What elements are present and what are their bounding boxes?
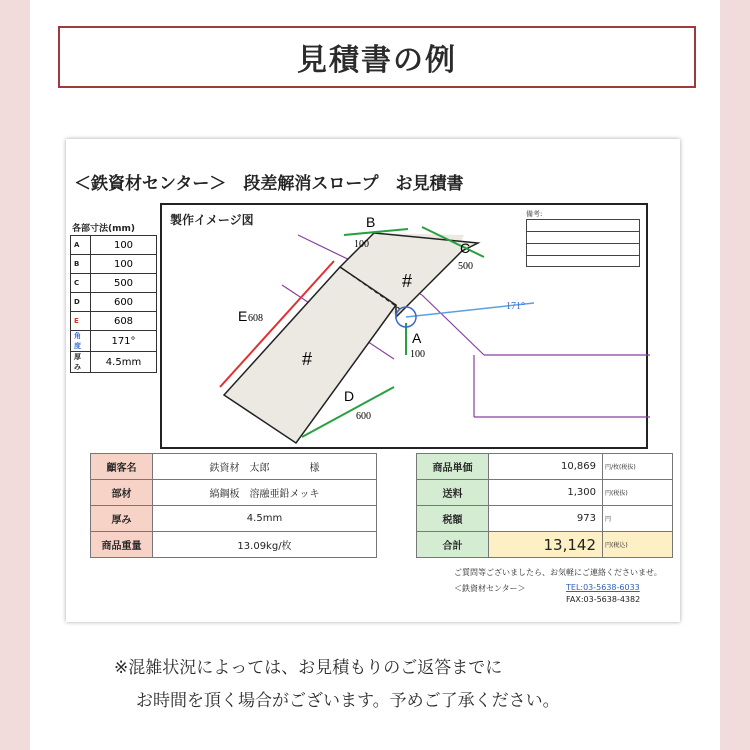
dims-value: 4.5mm — [91, 352, 157, 373]
dims-row — [71, 352, 157, 373]
row-label: 厚み — [91, 506, 153, 532]
slope-diagram — [162, 205, 650, 451]
price-table — [416, 453, 673, 558]
label-c: C — [460, 240, 471, 256]
page-title: 見積書の例 — [297, 43, 457, 78]
row-label: 商品重量 — [91, 532, 153, 558]
label-d: D — [344, 388, 355, 404]
label-e-val: 608 — [248, 313, 263, 324]
fax-number: FAX:03-5638-4382 — [566, 595, 641, 604]
dims-row — [71, 331, 157, 352]
guide-line — [422, 295, 484, 355]
table-row — [91, 480, 377, 506]
label-d-val: 600 — [356, 411, 371, 422]
table-row — [417, 454, 673, 480]
row-value: 973 — [489, 506, 603, 532]
row-unit: 円 — [603, 506, 673, 532]
dims-key: A — [71, 236, 91, 255]
row-value: 4.5mm — [153, 506, 377, 532]
dims-row — [71, 255, 157, 274]
row-label: 顧客名 — [91, 454, 153, 480]
label-angle: 171° — [506, 301, 525, 312]
estimate-document — [66, 139, 680, 622]
dims-value: 500 — [91, 274, 157, 293]
title-box — [58, 26, 696, 88]
diagram-label: 製作イメージ図 — [170, 213, 254, 227]
row-value: 縞鋼板 溶融亜鉛メッキ — [153, 480, 377, 506]
dims-value: 100 — [91, 236, 157, 255]
dims-title: 各部寸法(mm) — [72, 224, 135, 234]
customer-table — [90, 453, 377, 558]
diagram-box — [160, 203, 648, 449]
row-unit: 円(税抜) — [603, 480, 673, 506]
dims-key: B — [71, 255, 91, 274]
note-label: 備考: — [526, 210, 543, 218]
dims-key: C — [71, 274, 91, 293]
row-value: 13.09kg/枚 — [153, 532, 377, 558]
label-b: B — [366, 214, 376, 230]
dims-value: 608 — [91, 312, 157, 331]
table-row — [417, 506, 673, 532]
table-row — [417, 532, 673, 558]
plate-mark-top: # — [402, 271, 413, 291]
plate-mark-ramp: # — [302, 349, 313, 369]
row-value: 10,869 — [489, 454, 603, 480]
tel-link[interactable]: TEL:03-5638-6033 — [566, 583, 640, 592]
label-e: E — [238, 308, 248, 324]
dims-row — [71, 236, 157, 255]
bottom-note-line2: お時間を頂く場合がございます。予めご了承ください。 — [136, 691, 560, 711]
dims-table — [70, 235, 157, 373]
row-label: 商品単価 — [417, 454, 489, 480]
table-row — [91, 454, 377, 480]
table-row — [91, 506, 377, 532]
label-c-val: 500 — [458, 261, 473, 272]
row-unit: 円(税込) — [603, 532, 673, 558]
footer-note: ご質問等ございましたら、お気軽にご連絡くださいませ。 — [454, 568, 662, 577]
bottom-note-line1: ※混雑状況によっては、お見積もりのご返答までに — [114, 658, 503, 678]
row-value: 13,142 — [489, 532, 603, 558]
table-row — [91, 532, 377, 558]
dims-key: E — [71, 312, 91, 331]
row-label: 送料 — [417, 480, 489, 506]
dims-value: 100 — [91, 255, 157, 274]
table-row — [417, 480, 673, 506]
dims-key: 厚み — [71, 352, 91, 373]
dims-key: D — [71, 293, 91, 312]
row-value: 1,300 — [489, 480, 603, 506]
row-label: 部材 — [91, 480, 153, 506]
label-b-val: 100 — [354, 239, 369, 250]
row-label: 税額 — [417, 506, 489, 532]
dims-value: 600 — [91, 293, 157, 312]
company-name: ＜鉄資材センター＞ — [454, 584, 526, 593]
dims-row — [71, 293, 157, 312]
document-title: ＜鉄資材センター＞ 段差解消スロープ お見積書 — [74, 174, 464, 194]
dims-row — [71, 274, 157, 293]
row-unit: 円/枚(税抜) — [603, 454, 673, 480]
row-label: 合計 — [417, 532, 489, 558]
bottom-note — [114, 652, 560, 718]
label-a: A — [412, 330, 422, 346]
dims-row — [71, 312, 157, 331]
label-a-val: 100 — [410, 349, 425, 360]
row-value: 鉄資材 太郎 様 — [153, 454, 377, 480]
dims-value: 171° — [91, 331, 157, 352]
dims-key: 角度 — [71, 331, 91, 352]
